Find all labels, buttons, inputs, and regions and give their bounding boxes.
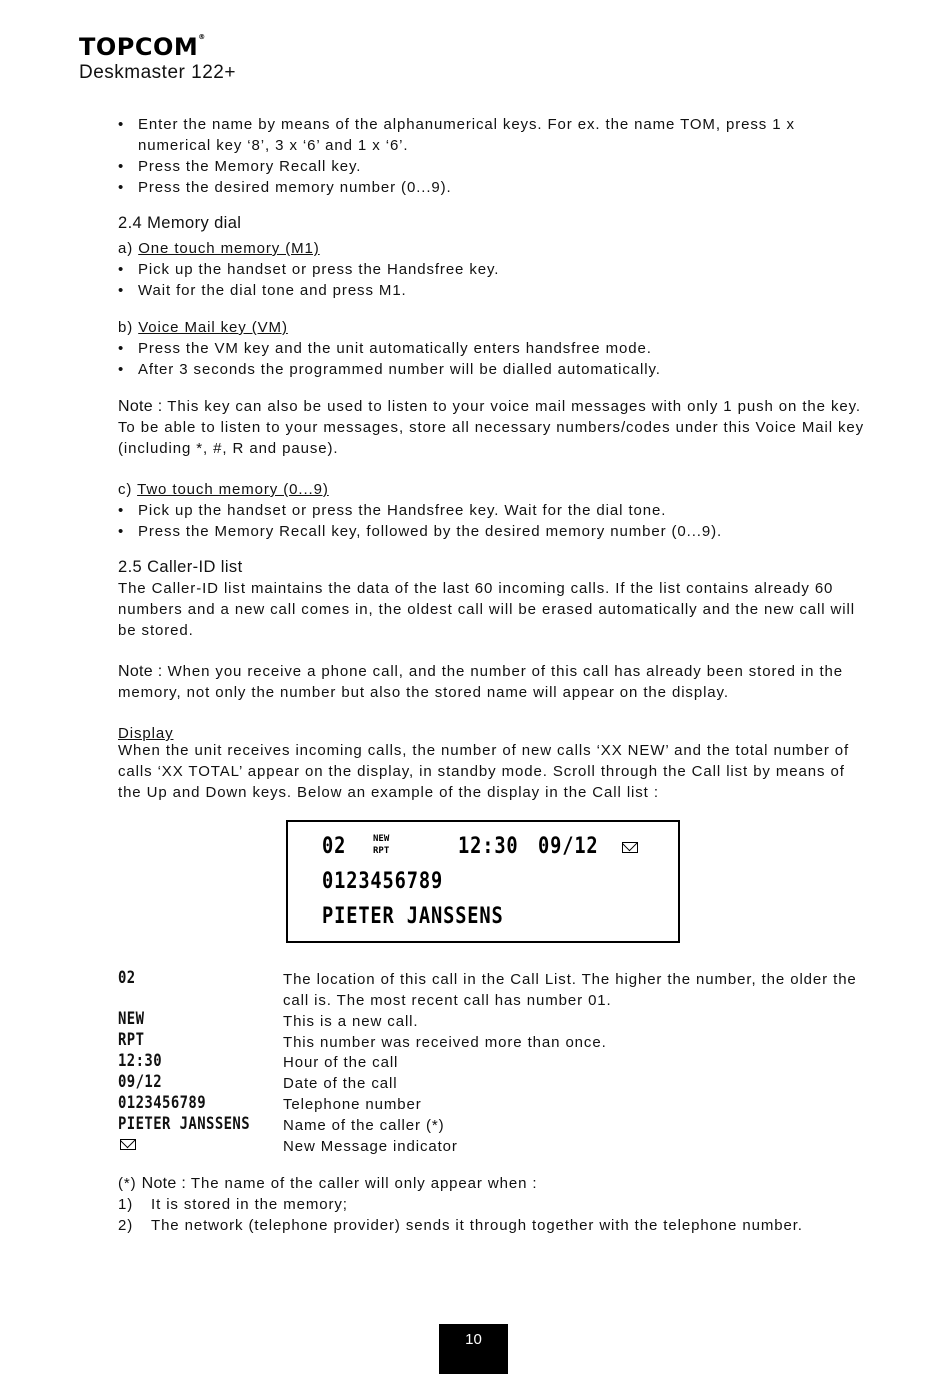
legend-symbol: PIETER JANSSENS bbox=[118, 1114, 251, 1134]
subsection-b: b) Voice Mail key (VM) bbox=[118, 319, 288, 336]
model-title: Deskmaster 122+ bbox=[79, 62, 236, 83]
footnote-item: 1) bbox=[118, 1196, 134, 1213]
footnote: (*) Note : The name of the caller will only appear when : bbox=[118, 1175, 538, 1192]
legend-desc: New Message indicator bbox=[283, 1138, 458, 1155]
legend-symbol: 0123456789 bbox=[118, 1093, 207, 1113]
page-number: 10 bbox=[439, 1324, 508, 1374]
legend-desc: Telephone number bbox=[283, 1096, 422, 1113]
paragraph-line: When the unit receives incoming calls, the number of new calls ‘XX NEW’ and the total number of bbox=[118, 742, 850, 759]
envelope-icon bbox=[622, 842, 638, 853]
section-heading-caller-id: 2.5 Caller-ID list bbox=[118, 558, 243, 576]
legend-desc: The location of this call in the Call List. The higher the number, the older the bbox=[283, 971, 857, 988]
legend-symbol: 09/12 bbox=[118, 1072, 163, 1092]
note-paragraph: Note : When you receive a phone call, and the number of this call has already been stored in the bbox=[118, 663, 844, 680]
display-subheading: Display bbox=[118, 725, 174, 742]
section-heading-memory-dial: 2.4 Memory dial bbox=[118, 214, 242, 232]
legend-desc: This is a new call. bbox=[283, 1013, 419, 1030]
subsection-c: c) Two touch memory (0...9) bbox=[118, 481, 329, 498]
lcd-new-flag: NEW bbox=[373, 834, 390, 844]
legend-desc: This number was received more than once. bbox=[283, 1034, 607, 1051]
footnote-item-text: The network (telephone provider) sends it through together with the telephone number. bbox=[151, 1217, 803, 1234]
paragraph-line: The Caller-ID list maintains the data of the last 60 incoming calls. If the list contains already 60 bbox=[118, 580, 834, 597]
manual-page: TOPCOM® Deskmaster 122+ • Enter the name by means of the alphanumerical keys. For ex. the name TOM, press 1 x numerical key ‘8’, 3 x ‘6’ and 1 x ‘6’. • Press the Memory Recall key. • Press the desired memory number (0...9). 2.4 Memory dial a) One touch memory (M1) • Pick up the handset or press the Handsfree key. • Wait for the dial tone and press M1. b) Voice Mail key (VM) • Press the VM key and the unit automatically enters handsfree mode. • After 3 seconds the programmed number will be dialled automatically. Note : This key can also be used to listen to your voice mail messages with only 1 push on the key. To be able to listen to your messages, store all necessary numbers/codes under this Voice Mail key (including *, #, R and pause). c) Two touch memory (0...9) • Pick up the handset or press the Handsfree key. Wait for the dial tone. • Press the Memory Recall key, followed by the desired memory number (0...9). 2.5 Caller-ID list The Caller-ID list maintains the data of the last 60 incoming calls. If the list contains already 60 numbers and a new call comes in, the oldest call will be erased automatically and the new call will be stored. Note : When you receive a phone call, and the number of this call has already been stored in the memory, not only the number but also the stored name will appear on the display. Display When the unit receives incoming calls, the number of new calls ‘XX NEW’ and the total number of calls ‘XX TOTAL’ appear on the display, in standby mode. Scroll through the Call list by means of the Up and Down keys. Below an example of the display in the Call list : 02 NEW RPT 12:30 09/12 0123456789 PIETER JANSSENS 02 The location of this call in the Call List. The higher the number, the older the call is. The most recent call has number 01. NEW This is a new call. RPT This number was received more than once. 12:30 Hour of the call 09/12 Date of the call 0123456789 Telephone number PIETER JANSSENS Name of the caller (*) New Message indicator (*) Note : The name of the caller will only appear when : 1) It is stored in the memory; 2) The network (telephone provider) sends it through together with the telephone number. 10 bbox=[0, 0, 950, 1374]
paragraph-line: calls ‘XX TOTAL’ appear on the display, in standby mode. Scroll through the Call list by means of bbox=[118, 763, 845, 780]
lcd-display bbox=[286, 820, 680, 943]
legend-desc: Date of the call bbox=[283, 1075, 398, 1092]
lcd-time: 12:30 bbox=[458, 834, 519, 859]
legend-desc: Name of the caller (*) bbox=[283, 1117, 445, 1134]
topcom-logo: TOPCOM® bbox=[79, 33, 206, 61]
note-line: memory, not only the number but also the stored name will appear on the display. bbox=[118, 684, 729, 701]
paragraph-line: be stored. bbox=[118, 622, 194, 639]
legend-symbol: 02 bbox=[118, 968, 136, 988]
lcd-name: PIETER JANSSENS bbox=[322, 904, 504, 929]
footnote-item: 2) bbox=[118, 1217, 134, 1234]
lcd-number: 0123456789 bbox=[322, 869, 444, 894]
note-paragraph: Note : This key can also be used to listen to your voice mail messages with only 1 push on the key. bbox=[118, 398, 861, 415]
legend-desc: Hour of the call bbox=[283, 1054, 399, 1071]
legend-desc: call is. The most recent call has number 01. bbox=[283, 992, 612, 1009]
paragraph-line: the Up and Down keys. Below an example of the display in the Call list : bbox=[118, 784, 659, 801]
lcd-location: 02 bbox=[322, 834, 347, 859]
subsection-a: a) One touch memory (M1) bbox=[118, 240, 320, 257]
lcd-rpt-flag: RPT bbox=[373, 846, 390, 856]
footnote-item-text: It is stored in the memory; bbox=[151, 1196, 348, 1213]
note-line: To be able to listen to your messages, store all necessary numbers/codes under this Voice Mail key bbox=[118, 419, 865, 436]
note-line: (including *, #, R and pause). bbox=[118, 440, 339, 457]
lcd-date: 09/12 bbox=[538, 834, 599, 859]
paragraph-line: numbers and a new call comes in, the oldest call will be erased automatically and the new call will bbox=[118, 601, 855, 618]
envelope-icon bbox=[120, 1139, 136, 1150]
legend-symbol: NEW bbox=[118, 1009, 145, 1029]
legend-symbol: 12:30 bbox=[118, 1051, 163, 1071]
legend-symbol: RPT bbox=[118, 1030, 145, 1050]
